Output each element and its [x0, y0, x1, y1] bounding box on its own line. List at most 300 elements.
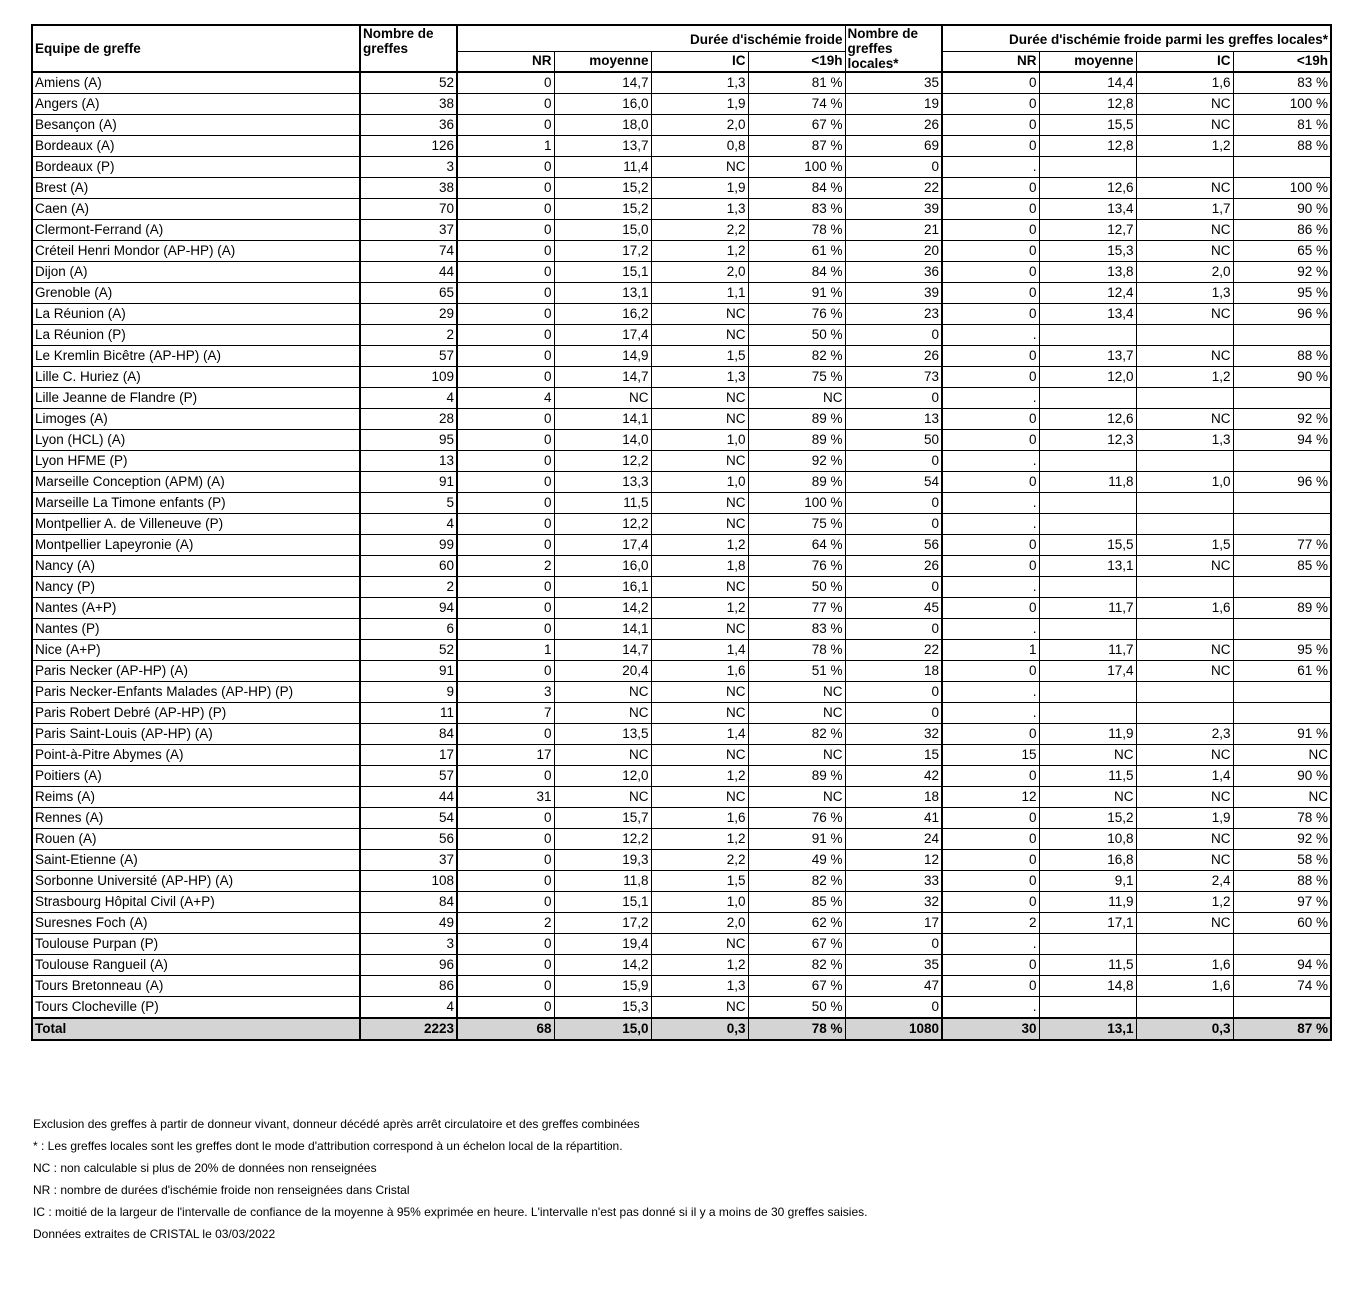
cell-nr-locales: 0 [942, 367, 1039, 388]
cell-nombre-locales: 0 [845, 514, 942, 535]
cell-ic-locales: 1,2 [1136, 136, 1233, 157]
footnote-nc: NC : non calculable si plus de 20% de données non renseignées [33, 1161, 377, 1175]
cell-equipe: Besançon (A) [32, 115, 360, 136]
cell-nr-locales: 0 [942, 535, 1039, 556]
cell-equipe: Clermont-Ferrand (A) [32, 220, 360, 241]
cell-nombre-greffes: 57 [360, 346, 457, 367]
cell-ic-locales: 1,6 [1136, 976, 1233, 997]
cell-nombre-locales: 12 [845, 850, 942, 871]
header-nr-locales: NR [942, 51, 1039, 72]
cell-nombre-greffes: 4 [360, 997, 457, 1019]
header-lt19-locales: <19h [1233, 51, 1331, 72]
cell-moyenne: 18,0 [554, 115, 651, 136]
cell-nombre-locales: 13 [845, 409, 942, 430]
cell-ic-locales [1136, 703, 1233, 724]
cell-nombre-locales: 35 [845, 955, 942, 976]
cell-lt19-locales: 94 % [1233, 430, 1331, 451]
cell-ic-locales: 1,5 [1136, 535, 1233, 556]
cell-nombre-greffes: 36 [360, 115, 457, 136]
cell-moyenne-locales [1039, 157, 1136, 178]
cell-equipe: Marseille Conception (APM) (A) [32, 472, 360, 493]
cell-nombre-greffes: 3 [360, 157, 457, 178]
cell-lt19-locales: 65 % [1233, 241, 1331, 262]
cell-lt19: 67 % [748, 115, 845, 136]
table-row [32, 829, 1331, 850]
cell-nr: 0 [457, 976, 554, 997]
cell-ic: 1,0 [651, 892, 748, 913]
cell-lt19: 85 % [748, 892, 845, 913]
cell-ic-locales: 1,3 [1136, 283, 1233, 304]
cell-moyenne: 15,0 [554, 220, 651, 241]
cell-nombre-greffes: 2 [360, 325, 457, 346]
cell-moyenne: NC [554, 703, 651, 724]
cell-moyenne-locales: 15,5 [1039, 115, 1136, 136]
cell-ic: NC [651, 787, 748, 808]
header-moyenne: moyenne [554, 51, 651, 72]
cell-ic: 2,0 [651, 115, 748, 136]
cell-nr-locales: 0 [942, 472, 1039, 493]
cell-lt19: 76 % [748, 556, 845, 577]
cell-lt19-locales: 90 % [1233, 199, 1331, 220]
cell-nr: 0 [457, 661, 554, 682]
cell-lt19: 92 % [748, 451, 845, 472]
cell-nr: 0 [457, 367, 554, 388]
total-row [32, 1018, 1331, 1040]
cell-nombre-locales: 18 [845, 787, 942, 808]
cell-ic-locales: NC [1136, 220, 1233, 241]
cell-nombre-locales: 26 [845, 115, 942, 136]
cell-ic-locales: 2,3 [1136, 724, 1233, 745]
cell-moyenne: 12,0 [554, 766, 651, 787]
cell-nombre-greffes: 70 [360, 199, 457, 220]
cell-ic: 1,2 [651, 955, 748, 976]
cell-lt19: 84 % [748, 262, 845, 283]
cell-ic: 1,9 [651, 178, 748, 199]
cell-lt19: 89 % [748, 409, 845, 430]
cell-nombre-greffes: 91 [360, 472, 457, 493]
cell-nr-locales: . [942, 325, 1039, 346]
cell-lt19: 78 % [748, 640, 845, 661]
table-row [32, 787, 1331, 808]
cell-lt19-locales: NC [1233, 787, 1331, 808]
cell-ic-locales: NC [1136, 115, 1233, 136]
cell-moyenne-locales: 12,3 [1039, 430, 1136, 451]
table-row [32, 766, 1331, 787]
table-row [32, 388, 1331, 409]
cell-nr: 0 [457, 535, 554, 556]
cell-moyenne-locales: 13,4 [1039, 199, 1136, 220]
cell-ic: 1,2 [651, 241, 748, 262]
cell-nombre-locales: 15 [845, 745, 942, 766]
cell-lt19-locales: 78 % [1233, 808, 1331, 829]
cell-equipe: Lyon HFME (P) [32, 451, 360, 472]
table-row [32, 409, 1331, 430]
cell-nombre-greffes: 99 [360, 535, 457, 556]
header-nombre-greffes-locales: Nombre de greffes locales* [845, 25, 942, 72]
cell-nr-locales: . [942, 514, 1039, 535]
cell-nr: 0 [457, 304, 554, 325]
cell-lt19: 74 % [748, 94, 845, 115]
cell-nombre-greffes: 44 [360, 787, 457, 808]
cell-moyenne-locales: 13,8 [1039, 262, 1136, 283]
cell-moyenne: 16,2 [554, 304, 651, 325]
cell-moyenne: 15,2 [554, 199, 651, 220]
cell-equipe: Caen (A) [32, 199, 360, 220]
cell-ic-locales [1136, 577, 1233, 598]
cell-nombre-greffes: 13 [360, 451, 457, 472]
cell-lt19-locales: 86 % [1233, 220, 1331, 241]
cell-ic-locales [1136, 493, 1233, 514]
cell-nombre-greffes: 57 [360, 766, 457, 787]
cell-equipe: Saint-Etienne (A) [32, 850, 360, 871]
cell-equipe: Marseille La Timone enfants (P) [32, 493, 360, 514]
cell-nr: 0 [457, 94, 554, 115]
table-row [32, 703, 1331, 724]
cell-moyenne-locales: 12,7 [1039, 220, 1136, 241]
table-row [32, 157, 1331, 178]
cell-lt19: 89 % [748, 766, 845, 787]
cell-ic: 1,5 [651, 346, 748, 367]
cell-moyenne-locales: 12,8 [1039, 94, 1136, 115]
cell-ic: 1,2 [651, 766, 748, 787]
cell-lt19: 91 % [748, 829, 845, 850]
cell-moyenne: 13,3 [554, 472, 651, 493]
table-row [32, 262, 1331, 283]
cell-nr: 0 [457, 955, 554, 976]
table-row [32, 220, 1331, 241]
cell-equipe: Sorbonne Université (AP-HP) (A) [32, 871, 360, 892]
cell-nr: 0 [457, 850, 554, 871]
cell-nr-locales: 0 [942, 955, 1039, 976]
cell-equipe: Point-à-Pitre Abymes (A) [32, 745, 360, 766]
cell-equipe: Nancy (A) [32, 556, 360, 577]
cell-moyenne: 20,4 [554, 661, 651, 682]
cell-moyenne: 17,2 [554, 913, 651, 934]
cell-moyenne-locales: 11,7 [1039, 598, 1136, 619]
cell-ic: 1,0 [651, 472, 748, 493]
cell-moyenne-locales: 11,9 [1039, 892, 1136, 913]
cell-lt19: 78 % [748, 220, 845, 241]
cell-ic: NC [651, 325, 748, 346]
cell-lt19: 50 % [748, 577, 845, 598]
cell-nr: 2 [457, 556, 554, 577]
cell-moyenne: NC [554, 787, 651, 808]
table-row [32, 892, 1331, 913]
cell-nombre-locales: 54 [845, 472, 942, 493]
cell-nombre-locales: 0 [845, 493, 942, 514]
cell-equipe: Montpellier Lapeyronie (A) [32, 535, 360, 556]
cell-ic-locales: NC [1136, 745, 1233, 766]
cell-lt19-locales: 88 % [1233, 346, 1331, 367]
cell-ic: 1,6 [651, 661, 748, 682]
cell-equipe: Nice (A+P) [32, 640, 360, 661]
cell-nombre-locales: 32 [845, 724, 942, 745]
cell-nr: 0 [457, 892, 554, 913]
cell-lt19: 87 % [748, 136, 845, 157]
cell-ic: 1,4 [651, 724, 748, 745]
cell-lt19: 49 % [748, 850, 845, 871]
cell-nr-locales: 0 [942, 829, 1039, 850]
cell-nr: 0 [457, 598, 554, 619]
cell-nombre-locales: 0 [845, 619, 942, 640]
header-nr: NR [457, 51, 554, 72]
cell-moyenne-locales [1039, 451, 1136, 472]
cell-nombre-locales: 36 [845, 262, 942, 283]
cell-moyenne: 14,9 [554, 346, 651, 367]
cell-lt19: 82 % [748, 724, 845, 745]
cell-nombre-locales: 20 [845, 241, 942, 262]
cell-nr-locales: 0 [942, 199, 1039, 220]
cell-equipe: Suresnes Foch (A) [32, 913, 360, 934]
cell-nombre-greffes: 4 [360, 388, 457, 409]
cell-lt19-locales [1233, 493, 1331, 514]
cell-lt19: 76 % [748, 304, 845, 325]
cell-lt19-locales: 95 % [1233, 283, 1331, 304]
cell-nombre-locales: 21 [845, 220, 942, 241]
cell-moyenne: 17,4 [554, 325, 651, 346]
cell-ic: NC [651, 304, 748, 325]
cell-nr: 0 [457, 871, 554, 892]
cell-ic-locales: NC [1136, 409, 1233, 430]
cell-moyenne-locales [1039, 325, 1136, 346]
cell-nombre-greffes: 65 [360, 283, 457, 304]
cell-lt19-locales: 58 % [1233, 850, 1331, 871]
cell-nombre-greffes: 11 [360, 703, 457, 724]
cell-nombre-locales: 1080 [845, 1018, 942, 1040]
cell-ic-locales: 1,9 [1136, 808, 1233, 829]
cell-nr: 0 [457, 199, 554, 220]
cell-lt19: 83 % [748, 199, 845, 220]
cell-lt19-locales: 81 % [1233, 115, 1331, 136]
cell-nr: 0 [457, 115, 554, 136]
cell-ic: NC [651, 934, 748, 955]
cell-moyenne: 19,4 [554, 934, 651, 955]
cell-nr-locales: 0 [942, 766, 1039, 787]
cell-nombre-locales: 0 [845, 997, 942, 1019]
cell-nr-locales: . [942, 577, 1039, 598]
header-ic-locales: IC [1136, 51, 1233, 72]
cell-moyenne: NC [554, 745, 651, 766]
cell-ic: 1,1 [651, 283, 748, 304]
footnote-greffes-locales: * : Les greffes locales sont les greffes dont le mode d'attribution correspond à un échelon local de la répartition. [33, 1139, 623, 1153]
cell-nr: 0 [457, 766, 554, 787]
cell-nr: 0 [457, 220, 554, 241]
cell-moyenne: 14,0 [554, 430, 651, 451]
cell-moyenne-locales: 11,5 [1039, 955, 1136, 976]
cell-lt19-locales: NC [1233, 745, 1331, 766]
cell-moyenne-locales: 11,5 [1039, 766, 1136, 787]
cell-nr: 0 [457, 157, 554, 178]
cell-ic-locales: 1,2 [1136, 892, 1233, 913]
cell-lt19-locales: 74 % [1233, 976, 1331, 997]
table-row [32, 577, 1331, 598]
cell-ic: NC [651, 577, 748, 598]
cell-moyenne: 14,1 [554, 409, 651, 430]
cell-nombre-locales: 50 [845, 430, 942, 451]
table-row [32, 997, 1331, 1019]
cell-lt19: 91 % [748, 283, 845, 304]
table-row [32, 325, 1331, 346]
cell-lt19-locales: 60 % [1233, 913, 1331, 934]
cell-lt19: NC [748, 682, 845, 703]
cell-nr-locales: 0 [942, 72, 1039, 94]
cell-nr-locales: 0 [942, 976, 1039, 997]
cell-nombre-greffes: 84 [360, 724, 457, 745]
cell-moyenne: 16,0 [554, 94, 651, 115]
cell-ic: NC [651, 514, 748, 535]
cell-lt19: NC [748, 745, 845, 766]
cell-ic-locales [1136, 997, 1233, 1019]
cell-ic-locales [1136, 388, 1233, 409]
table-row [32, 136, 1331, 157]
cell-equipe: Poitiers (A) [32, 766, 360, 787]
cell-lt19: 75 % [748, 514, 845, 535]
cell-ic-locales [1136, 934, 1233, 955]
cell-lt19: 62 % [748, 913, 845, 934]
cell-lt19-locales: 85 % [1233, 556, 1331, 577]
cell-ic-locales [1136, 157, 1233, 178]
cell-lt19: 81 % [748, 72, 845, 94]
cell-lt19-locales: 100 % [1233, 178, 1331, 199]
cell-nombre-greffes: 28 [360, 409, 457, 430]
cell-equipe: Paris Saint-Louis (AP-HP) (A) [32, 724, 360, 745]
cell-nombre-locales: 24 [845, 829, 942, 850]
cell-nombre-locales: 45 [845, 598, 942, 619]
cell-ic-locales [1136, 514, 1233, 535]
cell-nombre-greffes: 126 [360, 136, 457, 157]
cell-lt19-locales: 100 % [1233, 94, 1331, 115]
cell-equipe: Reims (A) [32, 787, 360, 808]
cell-lt19: 78 % [748, 1018, 845, 1040]
cell-moyenne-locales: 13,7 [1039, 346, 1136, 367]
cell-moyenne-locales: 9,1 [1039, 871, 1136, 892]
cell-lt19-locales: 92 % [1233, 409, 1331, 430]
table-body [32, 72, 1331, 1040]
cell-ic: 1,2 [651, 535, 748, 556]
cell-moyenne: 15,9 [554, 976, 651, 997]
header-equipe: Equipe de greffe [32, 25, 360, 72]
cell-equipe: Paris Necker-Enfants Malades (AP-HP) (P) [32, 682, 360, 703]
cell-ic: 1,2 [651, 829, 748, 850]
table-row [32, 955, 1331, 976]
cell-moyenne: 15,7 [554, 808, 651, 829]
cell-ic-locales [1136, 682, 1233, 703]
cell-nombre-greffes: 74 [360, 241, 457, 262]
cell-moyenne-locales: 13,4 [1039, 304, 1136, 325]
cell-nr: 0 [457, 325, 554, 346]
cell-lt19-locales: 95 % [1233, 640, 1331, 661]
cell-nr-locales: 0 [942, 262, 1039, 283]
cell-moyenne: 14,2 [554, 598, 651, 619]
table-row [32, 283, 1331, 304]
cell-lt19-locales: 90 % [1233, 367, 1331, 388]
cell-nr-locales: 0 [942, 850, 1039, 871]
cell-ic-locales: 1,2 [1136, 367, 1233, 388]
cell-moyenne: 16,1 [554, 577, 651, 598]
cell-nr: 0 [457, 619, 554, 640]
cell-equipe: Rouen (A) [32, 829, 360, 850]
table-row [32, 514, 1331, 535]
cell-lt19-locales: 88 % [1233, 136, 1331, 157]
cell-nombre-greffes: 52 [360, 640, 457, 661]
cell-moyenne-locales: 13,1 [1039, 556, 1136, 577]
cell-lt19-locales: 90 % [1233, 766, 1331, 787]
table-row [32, 934, 1331, 955]
cell-nombre-locales: 0 [845, 703, 942, 724]
cell-ic-locales: NC [1136, 241, 1233, 262]
cell-ic-locales: 1,4 [1136, 766, 1233, 787]
cell-lt19-locales [1233, 325, 1331, 346]
cell-lt19: 77 % [748, 598, 845, 619]
footnote-exclusion: Exclusion des greffes à partir de donneur vivant, donneur décédé après arrêt circulatoire et des greffes combinées [33, 1117, 640, 1131]
cell-moyenne-locales [1039, 577, 1136, 598]
cell-nr-locales: . [942, 388, 1039, 409]
cell-moyenne: 15,1 [554, 262, 651, 283]
table-row [32, 430, 1331, 451]
cell-lt19: 89 % [748, 472, 845, 493]
cell-nr-locales: 0 [942, 892, 1039, 913]
cell-equipe: Lille Jeanne de Flandre (P) [32, 388, 360, 409]
cell-moyenne: 13,7 [554, 136, 651, 157]
cell-nr: 0 [457, 493, 554, 514]
cell-ic-locales: 1,6 [1136, 598, 1233, 619]
cell-ic: NC [651, 703, 748, 724]
table-row [32, 367, 1331, 388]
cell-nombre-greffes: 5 [360, 493, 457, 514]
cell-nr-locales: 0 [942, 178, 1039, 199]
cell-nr: 0 [457, 472, 554, 493]
cell-nr: 3 [457, 682, 554, 703]
cell-nombre-locales: 22 [845, 178, 942, 199]
cell-nr: 0 [457, 829, 554, 850]
cell-nombre-greffes: 37 [360, 220, 457, 241]
cell-nombre-locales: 23 [845, 304, 942, 325]
cell-nombre-locales: 17 [845, 913, 942, 934]
cell-ic-locales [1136, 619, 1233, 640]
cell-nr-locales: 12 [942, 787, 1039, 808]
cell-moyenne-locales: 11,8 [1039, 472, 1136, 493]
cell-equipe: Tours Clocheville (P) [32, 997, 360, 1019]
cell-nombre-greffes: 91 [360, 661, 457, 682]
cell-moyenne-locales [1039, 703, 1136, 724]
cell-nr-locales: 0 [942, 115, 1039, 136]
table-row [32, 871, 1331, 892]
footnote-nr: NR : nombre de durées d'ischémie froide non renseignées dans Cristal [33, 1183, 410, 1197]
cell-equipe: Angers (A) [32, 94, 360, 115]
cell-moyenne: 11,5 [554, 493, 651, 514]
cell-moyenne-locales [1039, 514, 1136, 535]
cell-lt19: 82 % [748, 955, 845, 976]
table-row [32, 535, 1331, 556]
cell-moyenne-locales [1039, 682, 1136, 703]
cell-nr-locales: 15 [942, 745, 1039, 766]
cell-nombre-locales: 18 [845, 661, 942, 682]
cell-nombre-greffes: 17 [360, 745, 457, 766]
cell-equipe: Lyon (HCL) (A) [32, 430, 360, 451]
cell-ic: NC [651, 997, 748, 1019]
cell-moyenne-locales: 12,8 [1039, 136, 1136, 157]
cell-nombre-locales: 0 [845, 451, 942, 472]
cell-nr-locales: 0 [942, 430, 1039, 451]
cell-equipe: Toulouse Rangueil (A) [32, 955, 360, 976]
cell-moyenne-locales: 11,9 [1039, 724, 1136, 745]
cell-nr-locales: 0 [942, 346, 1039, 367]
cell-moyenne-locales: 14,8 [1039, 976, 1136, 997]
cell-equipe: La Réunion (A) [32, 304, 360, 325]
cell-moyenne-locales: NC [1039, 745, 1136, 766]
cell-ic-locales: NC [1136, 640, 1233, 661]
cell-nombre-locales: 69 [845, 136, 942, 157]
